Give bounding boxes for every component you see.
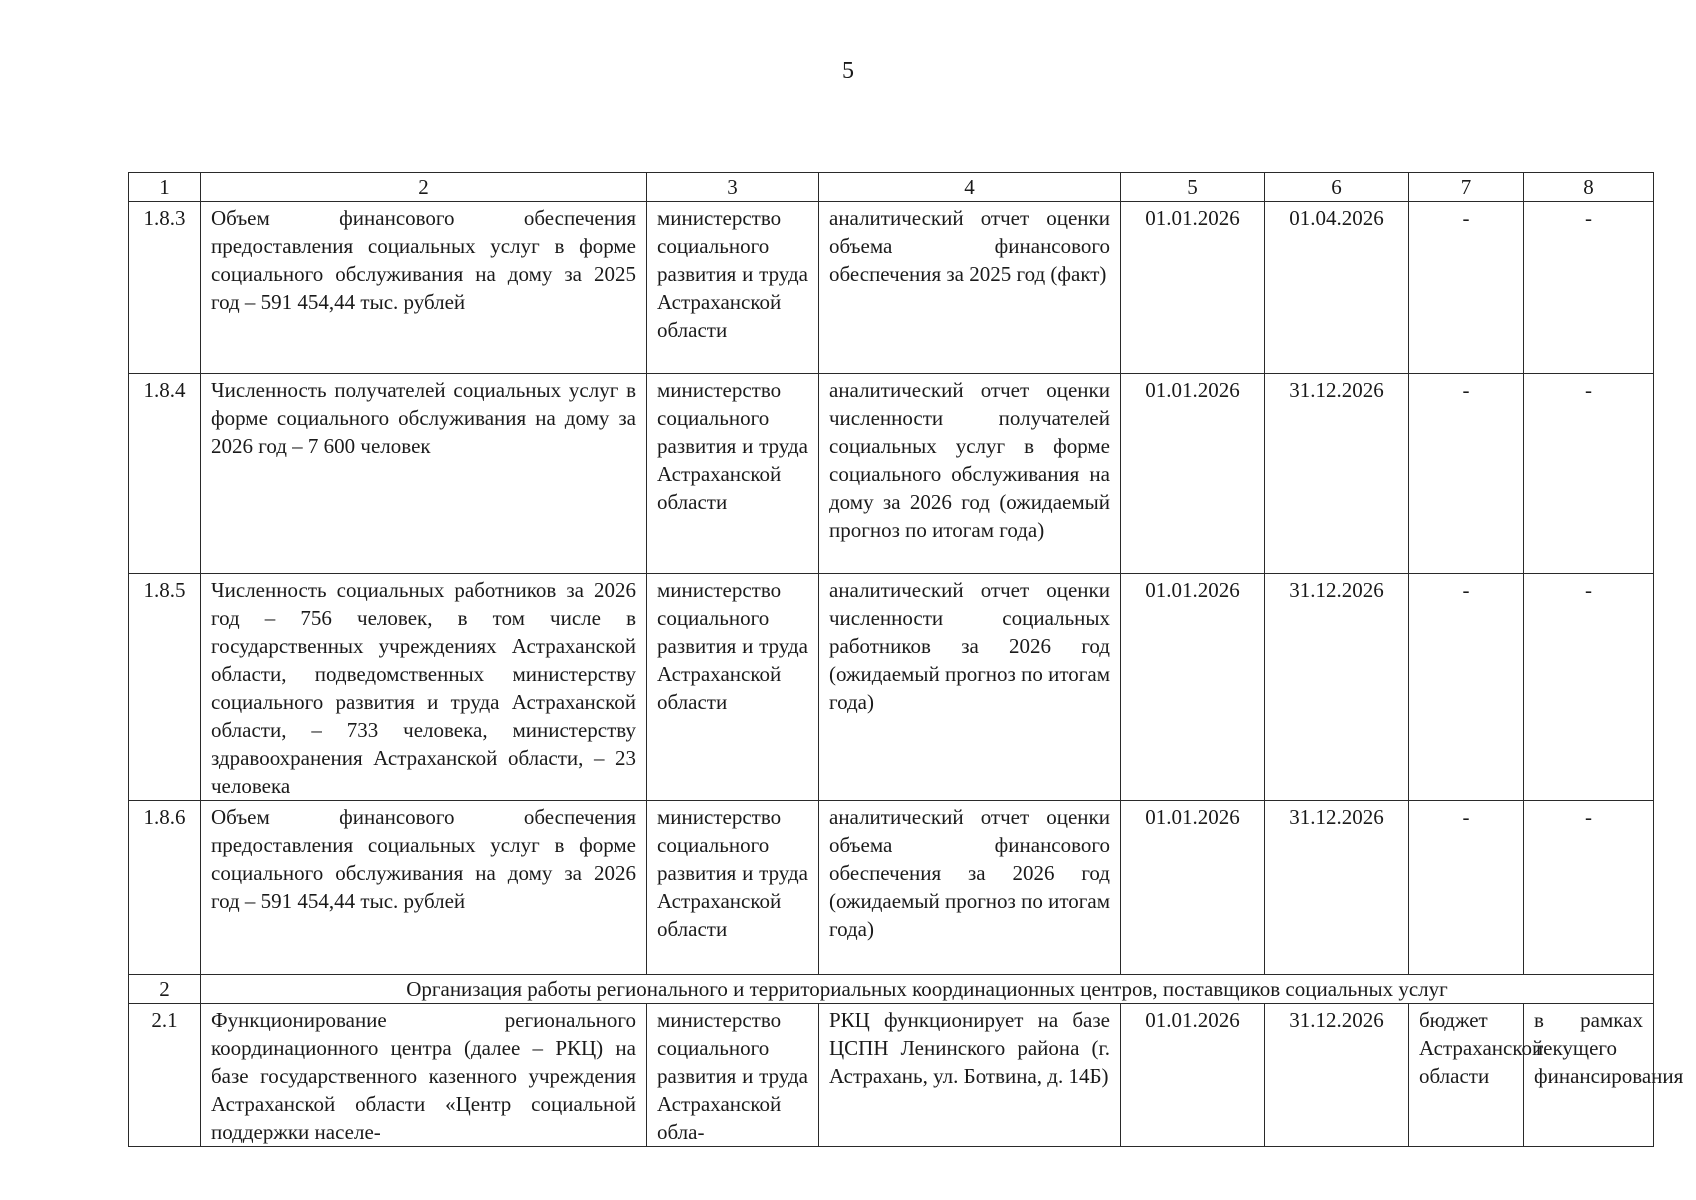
- section-row: [129, 975, 1654, 1004]
- row-start-date: 01.01.2026: [1121, 374, 1265, 574]
- row-result: аналитический отчет оценки объема финансового обеспечения за 2025 год (факт): [819, 202, 1121, 374]
- row-end-date: 31.12.2026: [1265, 1004, 1409, 1147]
- row-responsible: министерство социального развития и труда Астраханской области: [647, 202, 819, 374]
- table-row: [129, 1004, 1654, 1147]
- column-header: 3: [647, 173, 819, 202]
- section-title: Организация работы регионального и территориальных координационных центров, поставщиков социальных услуг: [201, 975, 1654, 1004]
- section-number: 2: [129, 975, 201, 1004]
- column-header: 1: [129, 173, 201, 202]
- row-start-date: 01.01.2026: [1121, 801, 1265, 975]
- row-name: Численность получателей социальных услуг в форме социального обслуживания на дому за 2026 год – 7 600 человек: [201, 374, 647, 574]
- row-start-date: 01.01.2026: [1121, 1004, 1265, 1147]
- page-number: 5: [842, 58, 854, 84]
- row-result: аналитический отчет оценки численности получателей социальных услуг в форме социального обслуживания на дому за 2026 год (ожидаемый прогноз по итогам года): [819, 374, 1121, 574]
- row-responsible: министерство социального развития и труда Астраханской области: [647, 574, 819, 801]
- row-start-date: 01.01.2026: [1121, 574, 1265, 801]
- row-number: 2.1: [129, 1004, 201, 1147]
- row-number: 1.8.4: [129, 374, 201, 574]
- plan-table: [128, 172, 1684, 1147]
- row-name: Объем финансового обеспечения предоставления социальных услуг в форме социального обслуживания на дому за 2025 год – 591 454,44 тыс. рублей: [201, 202, 647, 374]
- table-row: [129, 202, 1654, 374]
- row-end-date: 01.04.2026: [1265, 202, 1409, 374]
- row-responsible: министерство социального развития и труда Астраханской обла-: [647, 1004, 819, 1147]
- row-source: -: [1409, 374, 1524, 574]
- table-header-row: [129, 173, 1654, 202]
- column-header: 6: [1265, 173, 1409, 202]
- row-amount: -: [1524, 574, 1654, 801]
- table-row: [129, 374, 1654, 574]
- row-name: Функционирование регионального координационного центра (далее – РКЦ) на базе государственного казенного учреждения Астраханской области «Центр социальной поддержки населе-: [201, 1004, 647, 1147]
- column-header: 7: [1409, 173, 1524, 202]
- column-header: 4: [819, 173, 1121, 202]
- table-row: [129, 801, 1654, 975]
- row-amount: -: [1524, 801, 1654, 975]
- row-name: Объем финансового обеспечения предоставления социальных услуг в форме социального обслуживания на дому за 2026 год – 591 454,44 тыс. рублей: [201, 801, 647, 975]
- row-number: 1.8.3: [129, 202, 201, 374]
- row-amount: -: [1524, 202, 1654, 374]
- row-end-date: 31.12.2026: [1265, 374, 1409, 574]
- row-source: -: [1409, 801, 1524, 975]
- row-result: аналитический отчет оценки численности социальных работников за 2026 год (ожидаемый прогноз по итогам года): [819, 574, 1121, 801]
- column-header: 8: [1524, 173, 1654, 202]
- row-result: РКЦ функционирует на базе ЦСПН Ленинского района (г. Астрахань, ул. Ботвина, д. 14Б): [819, 1004, 1121, 1147]
- row-source: -: [1409, 574, 1524, 801]
- row-source: бюджет Астраханской области: [1409, 1004, 1524, 1147]
- row-number: 1.8.5: [129, 574, 201, 801]
- column-header: 5: [1121, 173, 1265, 202]
- row-end-date: 31.12.2026: [1265, 574, 1409, 801]
- row-end-date: 31.12.2026: [1265, 801, 1409, 975]
- row-amount: в рамках текущего финансирования: [1524, 1004, 1654, 1147]
- row-result: аналитический отчет оценки объема финансового обеспечения за 2026 год (ожидаемый прогноз по итогам года): [819, 801, 1121, 975]
- row-responsible: министерство социального развития и труда Астраханской области: [647, 374, 819, 574]
- table-row: [129, 574, 1654, 801]
- row-name: Численность социальных работников за 2026 год – 756 человек, в том числе в государственных учреждениях Астраханской области, подведомственных министерству социального развития и труда Астраханской области, – 733 человека, министерству здравоохранения Астраханской области, – 23 человека: [201, 574, 647, 801]
- row-start-date: 01.01.2026: [1121, 202, 1265, 374]
- column-header: 2: [201, 173, 647, 202]
- row-source: -: [1409, 202, 1524, 374]
- row-responsible: министерство социального развития и труда Астраханской области: [647, 801, 819, 975]
- row-amount: -: [1524, 374, 1654, 574]
- row-number: 1.8.6: [129, 801, 201, 975]
